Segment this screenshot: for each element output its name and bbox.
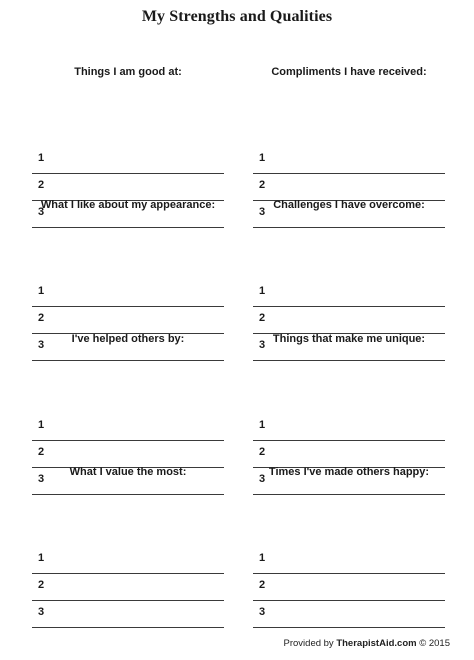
entry-2[interactable] [32, 574, 224, 601]
entry-number: 3 [38, 339, 45, 351]
entry-1[interactable] [32, 414, 224, 441]
entry-number: 3 [38, 473, 45, 485]
answer-line [32, 627, 224, 628]
entry-number: 3 [259, 206, 266, 218]
entry-2[interactable] [253, 441, 445, 468]
entry-2[interactable] [32, 307, 224, 334]
entry-2[interactable] [253, 574, 445, 601]
entry-1[interactable] [32, 547, 224, 574]
entry-number: 3 [38, 206, 45, 218]
section-heading: Things I am good at: [74, 66, 182, 78]
entry-number: 1 [38, 552, 45, 564]
entry-number: 1 [259, 152, 266, 164]
entry-2[interactable] [253, 174, 445, 201]
entry-number: 1 [38, 419, 45, 431]
entry-number: 1 [259, 419, 266, 431]
section-heading: What I value the most: [69, 466, 187, 478]
entry-number: 1 [38, 152, 45, 164]
entry-number: 2 [38, 179, 45, 191]
entry-number: 3 [38, 606, 45, 618]
entry-number: 1 [259, 552, 266, 564]
entry-number: 2 [259, 579, 266, 591]
entry-number: 3 [259, 606, 266, 618]
entry-number: 2 [38, 312, 45, 324]
footer-brand-link[interactable]: TherapistAid.com [336, 638, 417, 649]
entry-1[interactable] [253, 547, 445, 574]
section-heading: I've helped others by: [71, 333, 185, 345]
footer-prefix: Provided by [283, 638, 337, 649]
entry-number: 2 [38, 579, 45, 591]
entry-number: 1 [38, 285, 45, 297]
entry-number: 2 [259, 179, 266, 191]
section-heading: Compliments I have received: [271, 66, 427, 78]
answer-line [32, 360, 224, 361]
entry-number: 1 [259, 285, 266, 297]
entry-2[interactable] [253, 307, 445, 334]
footer-copyright: © 2015 [416, 638, 450, 649]
entry-2[interactable] [32, 441, 224, 468]
entry-3[interactable] [32, 601, 224, 628]
entry-1[interactable] [253, 414, 445, 441]
entry-3[interactable] [253, 601, 445, 628]
entry-1[interactable] [32, 147, 224, 174]
answer-line [253, 227, 445, 228]
answer-line [32, 227, 224, 228]
entry-2[interactable] [32, 174, 224, 201]
entry-number: 2 [259, 446, 266, 458]
section-heading: What I like about my appearance: [40, 199, 216, 211]
entry-1[interactable] [253, 280, 445, 307]
answer-line [253, 494, 445, 495]
answer-line [253, 627, 445, 628]
section-heading: Times I've made others happy: [268, 466, 430, 478]
entry-1[interactable] [253, 147, 445, 174]
answer-line [32, 494, 224, 495]
entry-number: 3 [259, 339, 266, 351]
entry-1[interactable] [32, 280, 224, 307]
footer-credit [284, 638, 450, 649]
entry-number: 3 [259, 473, 266, 485]
section-heading: Things that make me unique: [272, 333, 426, 345]
entry-number: 2 [259, 312, 266, 324]
page-title: My Strengths and Qualities [141, 8, 333, 25]
entry-number: 2 [38, 446, 45, 458]
section-heading: Challenges I have overcome: [273, 199, 425, 211]
answer-line [253, 360, 445, 361]
